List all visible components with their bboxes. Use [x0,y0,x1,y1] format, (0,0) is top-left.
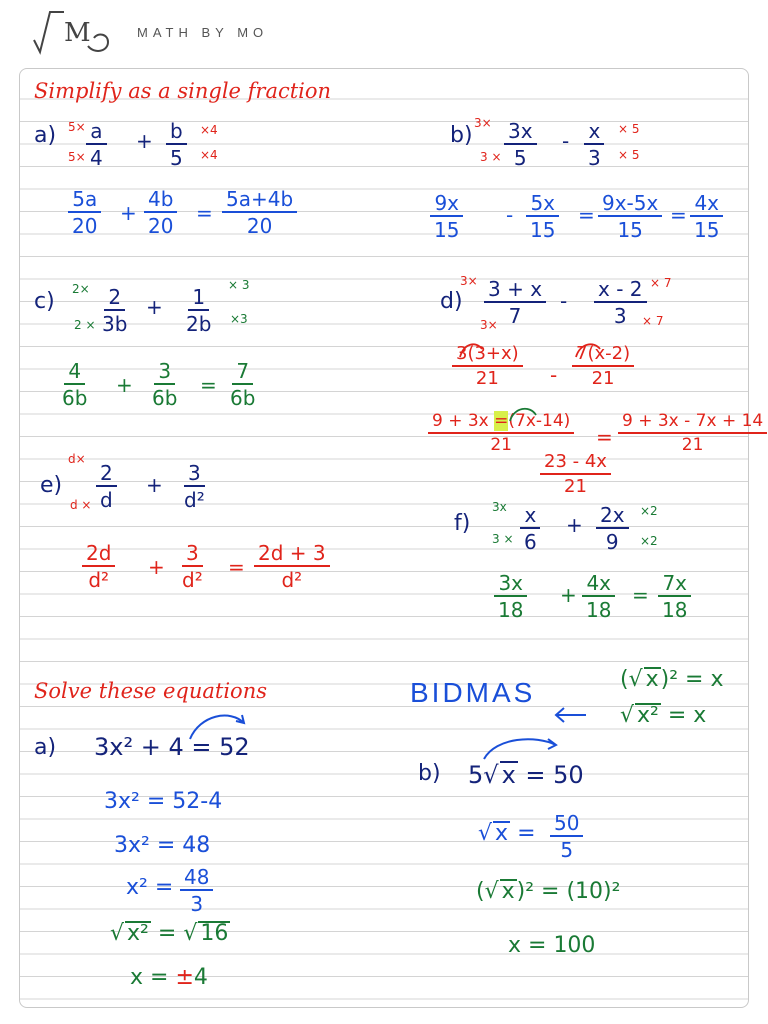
bidmas-rule-2: √ x² = x [620,703,707,728]
part-e-equals: = [228,555,245,579]
part-e-plus-2: + [148,555,165,579]
part-b-fraction-2: $\frac{x}{3}$ [584,121,605,168]
part-b-equals-1: = [578,203,595,227]
part-c-plus-2: + [116,373,133,397]
part-b-mult2-num: × 5 [618,122,640,136]
part-e-fraction-1: $\frac{2}{d}$ [96,463,117,510]
part-a-result-2: $\frac{4b}{20}$ [144,189,177,236]
part-a-mult2-num: ×4 [200,123,218,137]
solve-a-equation: 3x² + 4 = 52 [94,733,250,761]
part-b-result-2: $\frac{5x}{15}$ [526,193,559,240]
part-f-equals: = [632,583,649,607]
math-by-mo-logo [28,8,118,60]
solve-b-step-1-lhs: √ x = [478,821,536,846]
part-e-mult-num: d× [68,452,86,466]
part-c-mult-num: 2× [72,282,90,296]
part-d-step1-fraction-1: $\frac{3(3+x)}{21}$ [452,345,523,388]
part-f-result-1: $\frac{3x}{18}$ [494,573,527,620]
part-a-plus: + [136,129,153,153]
solve-title: Solve these equations [34,679,267,703]
part-b-minus: - [562,129,570,153]
sign-change-arrow-icon [510,409,536,421]
part-a-fraction-2: $\frac{b}{5}$ [166,121,187,168]
part-d-label: d) [440,289,463,314]
solve-a-step-2: 3x² = 48 [114,833,211,858]
part-f-fraction-2: $\frac{2x}{9}$ [596,505,629,552]
expand-arrow-icon [460,344,482,357]
part-d-fraction-1: $\frac{3 + x}{7}$ [484,279,546,326]
bidmas-rule-1: (√ x)² = x [620,667,724,692]
part-b-equals-2: = [670,203,687,227]
solve-a-label: a) [34,735,57,760]
part-c-mult2-den: ×3 [230,312,248,326]
part-e-label: e) [40,473,63,498]
part-d-fraction-2: $\frac{x - 2}{3}$ [594,279,647,326]
part-d-final-fraction: $\frac{23 - 4x}{21}$ [540,453,611,496]
simplify-title: Simplify as a single fraction [34,79,332,103]
part-f-mult-num: 3x [492,500,507,514]
solve-a-step-1: 3x² = 52-4 [104,789,223,814]
move-term-arrow-icon [180,709,260,743]
part-b-mult-num: 3× [474,116,492,130]
part-c-result-3: $\frac{7}{6b}$ [230,359,256,410]
part-f-plus-2: + [560,583,577,607]
part-b-label: b) [450,123,473,148]
solve-a-step-3-fraction: $\frac{48}{3}$ [180,867,213,914]
part-a-fraction-1: $\frac{a}{4}$ [86,121,107,168]
part-a-plus-2: + [120,201,137,225]
solve-a-answer: x = ±4 [130,965,208,990]
part-f-fraction-1: $\frac{x}{6}$ [520,505,541,552]
part-d-arrows [20,69,748,569]
part-a-equals: = [196,201,213,225]
solve-b-label: b) [418,761,441,786]
part-b-result-1: $\frac{9x}{15}$ [430,193,463,240]
part-c-mult-den: 2 × [74,318,96,332]
solve-a-step-3-lhs: x² = [126,875,174,900]
part-f-label: f) [454,511,471,536]
part-d-minus: - [560,289,568,313]
part-a-mult2-den: ×4 [200,148,218,162]
part-e-mult-den: d × [70,498,92,512]
part-b-minus-2: - [506,203,514,227]
part-a-result-1: $\frac{5a}{20}$ [68,189,101,236]
left-arrow-icon [550,705,590,725]
part-a-mult-den: 5× [68,150,86,164]
part-d-step3-fraction: $\frac{9 + 3x - 7x + 14}{21}$ [618,413,767,454]
part-c-mult2-num: × 3 [228,278,250,292]
part-e-result-3: $\frac{2d + 3}{\text{d²}}$ [254,543,330,590]
part-f-mult-den: 3 × [492,532,514,546]
brand-name: MATH BY MO [137,25,269,40]
part-d-mult-den: 3× [480,318,498,332]
move-coefficient-arrow-icon [476,733,566,763]
part-f-result-2: $\frac{4x}{18}$ [582,573,615,620]
part-f-mult2-num: ×2 [640,504,658,518]
part-c-fraction-2: $\frac{1}{2b}$ [186,285,212,336]
part-f-mult2-den: ×2 [640,534,658,548]
part-b-mult-den: 3 × [480,150,502,164]
part-b-mult2-den: × 5 [618,148,640,162]
part-e-fraction-2: $\frac{3}{\text{d²}}$ [184,461,205,512]
part-c-result-2: $\frac{3}{6b}$ [152,359,178,410]
part-a-label: a) [34,123,57,148]
bidmas-label: BIDMAS [410,677,536,708]
part-e-plus: + [146,473,163,497]
part-a-mult-num: 5× [68,120,86,134]
part-c-equals: = [200,373,217,397]
part-d-step1-minus: - [550,363,558,387]
solve-b-step-1-fraction: $\frac{50}{5}$ [550,813,583,860]
part-e-result-1: $\frac{2d}{\text{d²}}$ [82,543,115,590]
part-f-plus: + [566,513,583,537]
highlighted-sign: = [494,411,509,431]
part-d-mult-num: 3× [460,274,478,288]
part-c-plus: + [146,295,163,319]
lined-worksheet [19,68,764,1008]
logo-letter: M [64,18,91,48]
part-d-mult2-den: × 7 [642,314,664,328]
part-f-result-3: $\frac{7x}{18}$ [658,573,691,620]
part-b-result-3: $\frac{9x-5x}{15}$ [598,193,662,240]
part-c-label: c) [34,289,55,314]
part-b-result-4: $\frac{4x}{15}$ [690,193,723,240]
part-e-result-2: $\frac{3}{\text{d²}}$ [182,541,203,592]
solve-b-equation: 5√ x = 50 [468,761,584,789]
part-d-step2-fraction: $\frac{9 + 3x =(7x-14)}{21}$ [428,413,574,454]
solve-a-step-4: √ x² = √ 16 [110,921,229,946]
part-a-result-3: $\frac{5a+4b}{20}$ [222,189,297,236]
solve-b-answer: x = 100 [508,933,596,958]
part-c-fraction-1: $\frac{2}{3b}$ [102,285,128,336]
expand-arrow-icon [576,344,600,357]
solve-b-step-2: (√ x)² = (10)² [476,879,621,904]
part-b-fraction-1: $\frac{3x}{5}$ [504,121,537,168]
part-d-step2-equals: = [596,425,613,449]
part-d-step1-fraction-2: $\frac{7(x-2)}{21}$ [572,345,634,388]
part-d-mult2-num: × 7 [650,276,672,290]
part-c-result-1: $\frac{4}{6b}$ [62,359,88,410]
